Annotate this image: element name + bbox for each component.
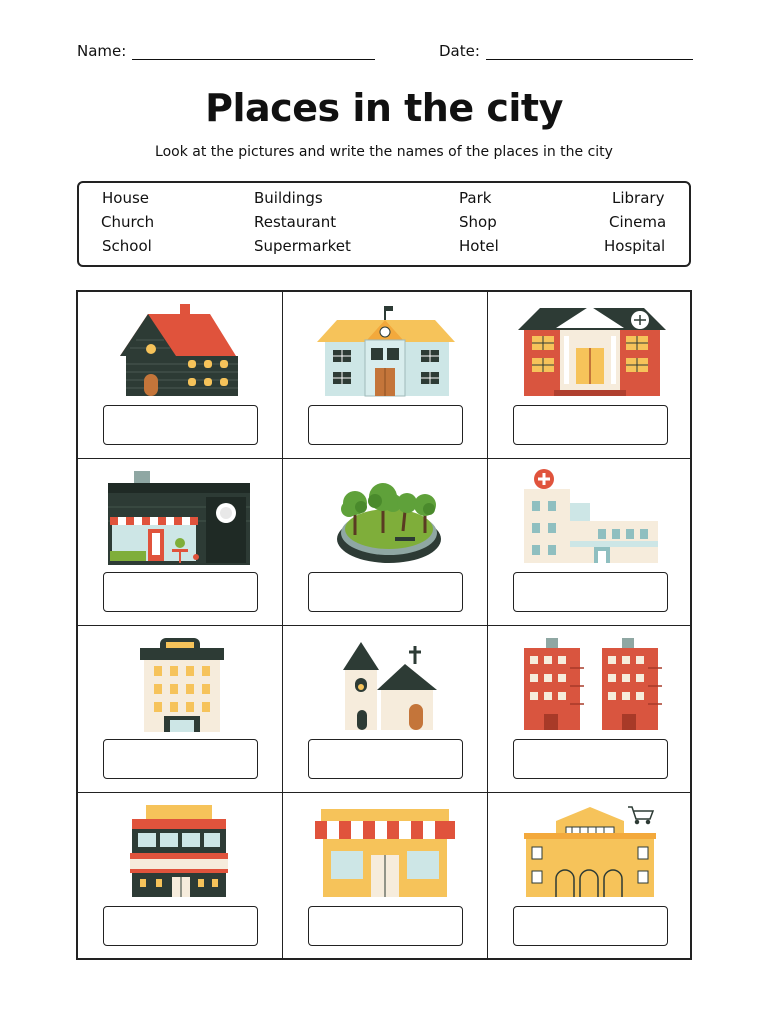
cinema-icon (100, 801, 260, 901)
word-bank-item: Library (612, 189, 665, 207)
picture-cell (78, 292, 283, 459)
name-label: Name: (77, 42, 127, 60)
hotel-icon (100, 634, 260, 734)
word-bank-item: Buildings (254, 189, 323, 207)
picture-cell (78, 793, 283, 958)
answer-box[interactable] (103, 405, 258, 445)
restaurant-icon (100, 467, 260, 567)
picture-cell (283, 793, 488, 958)
word-bank-item: Cinema (609, 213, 667, 231)
date-label: Date: (439, 42, 480, 60)
picture-cell (283, 459, 488, 626)
picture-cell (488, 793, 690, 958)
answer-box[interactable] (103, 739, 258, 779)
picture-cell (488, 626, 690, 793)
word-bank-item: Restaurant (254, 213, 337, 231)
picture-cell (283, 626, 488, 793)
shop-icon (305, 801, 465, 901)
buildings-icon (510, 634, 670, 734)
page-title: Places in the city (205, 86, 563, 130)
word-bank-item: Church (101, 213, 155, 231)
answer-box[interactable] (308, 739, 463, 779)
instructions: Look at the pictures and write the names of the places in the city (155, 144, 613, 160)
picture-cell (283, 292, 488, 459)
hospital-icon (510, 467, 670, 567)
word-bank-item: Hospital (604, 237, 666, 255)
answer-box[interactable] (308, 572, 463, 612)
date-blank-line[interactable] (486, 44, 693, 60)
name-blank-line[interactable] (132, 44, 375, 60)
date-field[interactable] (439, 42, 693, 60)
answer-box[interactable] (513, 906, 668, 946)
answer-box[interactable] (308, 405, 463, 445)
answer-box[interactable] (103, 906, 258, 946)
word-bank (77, 181, 691, 267)
word-bank-item: Hotel (459, 237, 499, 255)
word-bank-item: Supermarket (254, 237, 351, 255)
picture-cell (78, 459, 283, 626)
word-bank-item: Shop (459, 213, 497, 231)
answer-box[interactable] (513, 405, 668, 445)
house-icon (100, 300, 260, 400)
picture-cell (78, 626, 283, 793)
park-icon (305, 467, 465, 567)
library-icon (510, 300, 670, 400)
name-field[interactable] (77, 42, 375, 60)
picture-grid (76, 290, 692, 960)
church-icon (305, 634, 465, 734)
picture-cell (488, 292, 690, 459)
supermarket-icon (510, 801, 670, 901)
word-bank-item: House (102, 189, 150, 207)
answer-box[interactable] (513, 739, 668, 779)
picture-cell (488, 459, 690, 626)
answer-box[interactable] (513, 572, 668, 612)
answer-box[interactable] (308, 906, 463, 946)
answer-box[interactable] (103, 572, 258, 612)
school-icon (305, 300, 465, 400)
word-bank-item: Park (459, 189, 492, 207)
word-bank-item: School (102, 237, 152, 255)
